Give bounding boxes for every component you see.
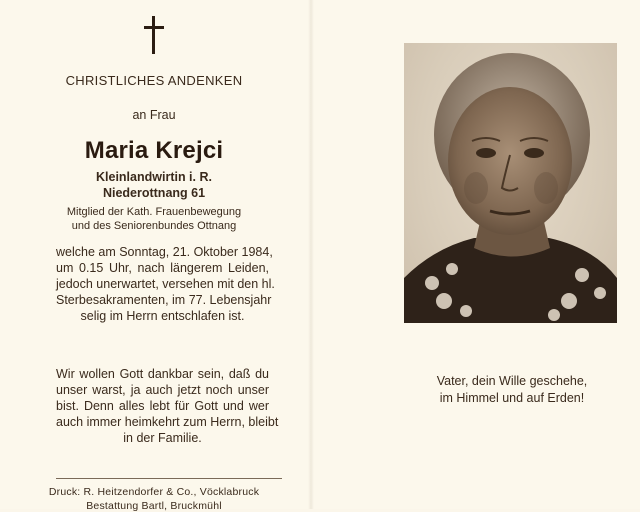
paragraph-line: in der Familie. xyxy=(123,431,202,445)
intro-text: an Frau xyxy=(132,108,176,122)
quote-line: im Himmel und auf Erden! xyxy=(439,391,585,405)
place-text: Niederottnang 61 xyxy=(102,186,206,200)
memorial-heading: CHRISTLICHES ANDENKEN xyxy=(65,73,243,88)
latin-cross-icon xyxy=(144,16,164,54)
paragraph-line: jedoch unerwartet, versehen mit den hl. xyxy=(56,277,275,291)
deceased-name: Maria Krejci xyxy=(84,137,224,164)
paragraph-line: auch immer heimkehrt zum Herrn, bleibt xyxy=(56,415,279,429)
right-panel xyxy=(314,0,640,509)
left-panel xyxy=(0,0,308,512)
membership-line: Mitglied der Kath. Frauenbewegung xyxy=(66,206,242,218)
paragraph-line: selig im Herrn entschlafen ist. xyxy=(80,309,245,323)
portrait-illustration xyxy=(404,43,617,323)
thanks-paragraph xyxy=(56,366,279,446)
paragraph-line: unser warst, ja auch jetzt noch unser xyxy=(56,383,269,397)
printer-line: Druck: R. Heitzendorfer & Co., Vöcklabruck xyxy=(48,486,260,498)
paragraph-line: welche am Sonntag, 21. Oktober 1984, xyxy=(56,245,273,259)
paragraph-line: Sterbesakramenten, im 77. Lebensjahr xyxy=(56,293,272,307)
membership-line: und des Seniorenbundes Ottnang xyxy=(71,220,237,232)
paragraph-line: Wir wollen Gott dankbar sein, daß du xyxy=(56,367,269,381)
portrait-photo xyxy=(404,43,617,323)
quote-line: Vater, dein Wille geschehe, xyxy=(436,374,588,388)
occupation-text: Kleinlandwirtin i. R. xyxy=(96,170,212,184)
undertaker-line: Bestattung Bartl, Bruckmühl xyxy=(86,500,222,512)
paragraph-line: bist. Denn alles lebt für Gott und wer xyxy=(56,399,269,413)
death-notice-paragraph xyxy=(56,244,275,324)
paragraph-line: um 0.15 Uhr, nach längerem Leiden, xyxy=(56,261,269,275)
divider xyxy=(56,478,282,479)
